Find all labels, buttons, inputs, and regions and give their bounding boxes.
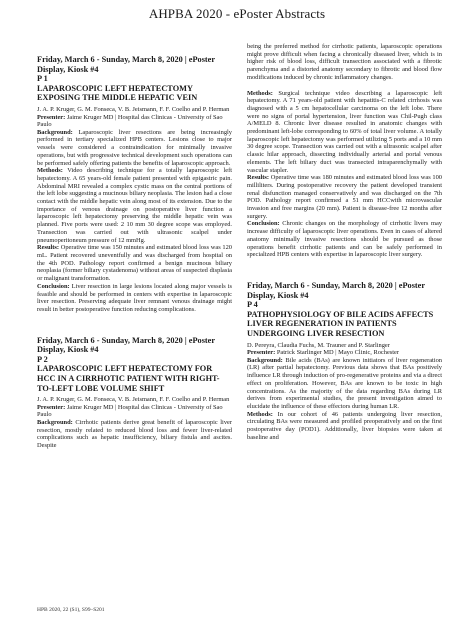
results-text: Operative time was 150 minutes and estimated blood loss was 120 mL. Patient recovered uneventfully and was discharged from hospital on the 4th POD. Pathology report confirmed a benign mucinous biliary neoplasia (former biliary cystadenoma) without areas of suspected displasia or malignant transformation.: [37, 244, 232, 283]
conclusion-label: Conclusion:: [247, 220, 280, 228]
abstract-code: P 1: [37, 74, 48, 84]
results-text: Operative time was 180 minutes and estimated blood loss was 100 milliliters. During postoperative recovery the patient developed transient renal disfunction managed conservatively and was discharged on the 7th POD. Pathology report confirmed a 51 mm HCCwith microvascular invasion and free margins (20 mm). Patient is disease-free 12 months after surgery.: [247, 174, 442, 220]
session-info: Friday, March 6 - Sunday, March 8, 2020 | ePoster Display, Kiosk #4: [37, 335, 215, 355]
presenter-label: Presenter:: [247, 349, 276, 357]
presenter-label: Presenter:: [37, 403, 66, 411]
abstract-title: PATHOPHYSIOLOGY OF BILE ACIDS AFFECTS LIVER REGENERATION IN PATIENTS UNDERGOING LIVER RESECTION: [247, 309, 434, 338]
abstract-p4: [247, 281, 442, 441]
abstract-background: [37, 129, 232, 168]
abstract-authors: J. A. P. Kruger, G. M. Fonseca, V. B. Jeismann, F. F. Coelho and P. Herman: [37, 396, 230, 404]
abstract-conclusion: [37, 283, 232, 314]
abstract-p2-rest: [247, 90, 442, 259]
conclusion-text: Chronic changes on the morphology of cirrhotic livers may increase difficulty of laparoscopic liver operations. Even in cases of altered anatomy minimally invasive resections should be pursued as those operations benefit cirrhotic patients and can be safely performed in specialized HPB centers with expertise in laparoscopic liver surgery.: [247, 220, 442, 259]
abstract-presenter: [37, 404, 232, 419]
abstract-methods: [37, 167, 232, 244]
background-label: Background:: [247, 356, 283, 364]
abstract-methods: [247, 411, 442, 442]
abstract-code: P 2: [37, 354, 48, 364]
background-text: Laparoscopic liver resections are being increasingly performed in tertiary specialized HPB centers. Lesions close to major vessels were considered a contraindication for minimally invasive operations, but with progressive technical development such operations can be performed safely offering patients the benefits of laparoscopic approach.: [37, 128, 232, 167]
background-label: Background:: [37, 128, 73, 136]
section-spacer: [247, 267, 442, 281]
methods-text: Surgical technique video describing a laparoscopic left hepatectomy. A 71 years-old patient with hepatitis-C related cirrhosis was diagnosed with a 5 cm hepatocellular carcinoma on the left lobe. There were no signs of portal hypertension, liver function was Chil-Pugh class A/MELD 8. Chronic liver disease resulted in anatomic changes with predominant left-lobe corresponding to 60% of total liver volume. A totally laparoscopic left hepatectomy was performed utilizing 5 ports and a 10 mm 30 degree scope. Transection was carried out with a ultrasonic scalpel after classic hilar approach, dissecting individually arterial and portal venous elements. The left biliary duct was transected intraparenchymally with vascular stapler.: [247, 89, 442, 174]
methods-label: Methods:: [37, 167, 63, 175]
background-text: Cirrhotic patients derive great benefit of laparoscopic liver resection, mostly related to reduced blood loss and fewer liver-related complications such as hepatic insufficiency, biliary fistula and ascites. Despite: [37, 418, 232, 450]
conclusion-label: Conclusion:: [37, 282, 70, 290]
abstract-presenter: [247, 349, 442, 357]
methods-label: Methods:: [247, 410, 273, 418]
page-footer-citation: HPB 2020, 22 (S1), S99–S201: [37, 607, 105, 613]
section-spacer: [37, 322, 232, 336]
session-info: Friday, March 6 - Sunday, March 8, 2020 | ePoster Display, Kiosk #4: [37, 55, 215, 74]
abstract-methods: [247, 90, 442, 175]
background-text: Bile acids (BAs) are known initiators of liver regeneration (LR) after partial hepatectomy. Previous data shows that BAs positively influence LR through induction of pro-regenerative proteins and via a direct effect on proliferation. However, BAs are known to be toxic in high concentrations. As the majority of the data regarding BAs during LR derives from experimental studies, the present investigation aimed to elucidate the influence of these effectors during human LR.: [247, 356, 442, 410]
presenter-text: Jaime Kruger MD | Hospital das Clinicas - University of Sao Paulo: [37, 403, 223, 419]
abstract-title: LAPAROSCOPIC LEFT HEPATECTOMY FOR HCC IN A CIRRHOTIC PATIENT WITH RIGHT-TO-LEFT LOBE VOLUME SHIFT: [37, 364, 220, 393]
methods-text: In our cohort of 46 patients undergoing liver resection, circulating BAs were measured and profiled preoperatively and on the first postoperative day (POD1). Additionally, liver biopsies were taken at baseline and: [247, 410, 442, 441]
abstract-authors: D. Pereyra, Claudia Fuchs, M. Trauner and P. Starlinger: [247, 341, 390, 349]
conclusion-text: Liver resection in large lesions located along major vessels is feasible and should be performed in centers with expertise in laparoscopic liver resection. Preserving adequate liver remnant venous drainage might result in better postoperative function reducing complications.: [37, 282, 232, 313]
abstract-background: [37, 419, 232, 450]
right-column: [247, 43, 442, 449]
abstract-p1: [37, 55, 232, 314]
abstract-conclusion: [247, 220, 442, 259]
abstract-title: LAPAROSCOPIC LEFT HEPATECTOMY EXPOSING THE MIDDLE HEPATIC VEIN: [37, 83, 198, 103]
methods-text: Video describing technique for a totally laparoscopic left hepatectomy. A 65 years-old female patient presented with epigastric pain. Abdominal MRI revealed a complex cystic mass on the central portions of the left lobe suggesting a mucinous biliary neoplasia. The lesion had a close contact with the middle hepatic vein along most of its extension. Due to the importance of venous drainage on postoperative liver function a laparoscopic left hepatectomy preserving the middle hepatic vein was planned. Five ports were used: 2 10 mm 30 degree scope was employed. Transection was carried out with ultrasonic scalpel under pneumoperitoneum pressure of 12 mmHg.: [37, 167, 232, 244]
background-label: Background:: [37, 418, 73, 426]
abstract-p2-continuation: being the preferred method for cirrhotic patients, laparoscopic operations might prove difficult when facing a chronically diseased liver, which is in higher risk of blood loss, difficult transection associated with a fibrotic parenchyma and a distorted anatomy secondary to fibrotic and blood flow modifications induced by chronic inflammatory changes.: [247, 43, 442, 81]
abstract-p2: [37, 336, 232, 450]
abstract-background: [247, 357, 442, 411]
methods-label: Methods:: [247, 89, 273, 97]
results-label: Results:: [247, 174, 270, 182]
abstract-results: [247, 174, 442, 220]
results-label: Results:: [37, 244, 60, 252]
journal-header-title: AHPBA 2020 - ePoster Abstracts: [148, 6, 326, 21]
abstract-authors: J. A. P. Kruger, G. M. Fonseca, V. B. Jeismann, F. F. Coelho and P. Herman: [37, 105, 230, 113]
abstract-results: [37, 244, 232, 283]
presenter-text: Patrick Starlinger MD | Mayo Clinic, Rochester: [275, 349, 400, 357]
page-header: [0, 0, 474, 27]
left-column: [37, 55, 232, 458]
session-info: Friday, March 6 - Sunday, March 8, 2020 | ePoster Display, Kiosk #4: [247, 280, 425, 300]
presenter-text: Jaime Kruger MD | Hospital das Clinicas - University of Sao Paulo: [37, 113, 223, 129]
abstract-code: P 4: [247, 300, 258, 310]
presenter-label: Presenter:: [37, 113, 66, 121]
abstract-presenter: [37, 114, 232, 129]
